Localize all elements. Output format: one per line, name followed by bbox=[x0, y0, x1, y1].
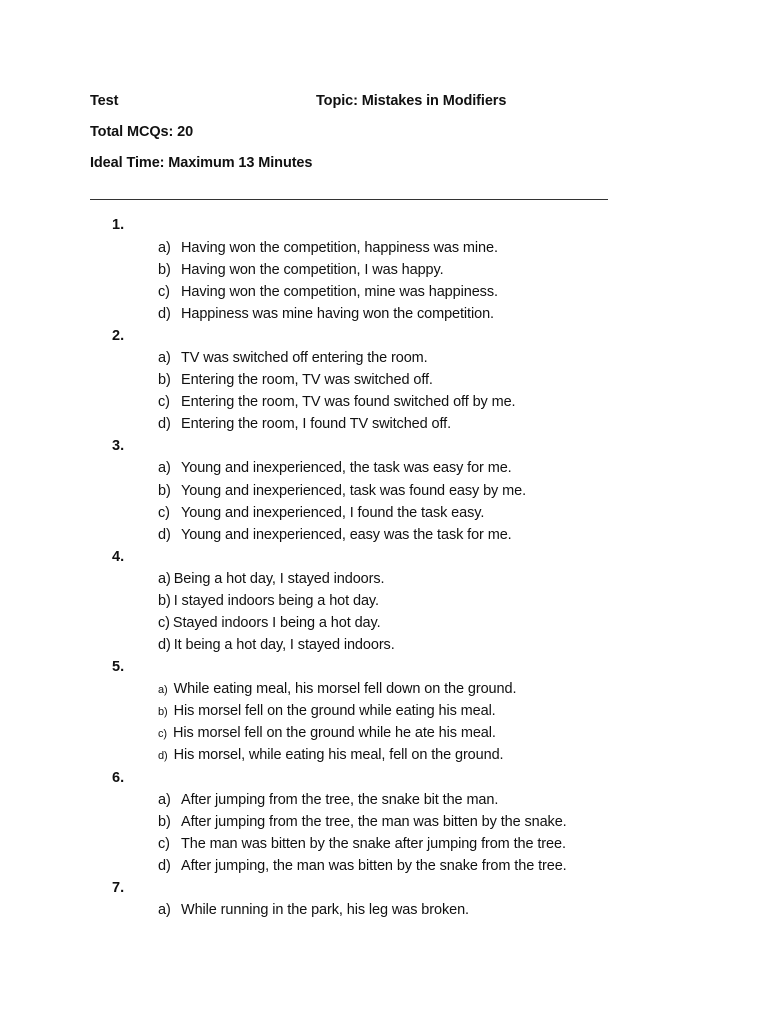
option-label: a) bbox=[158, 240, 171, 256]
option-text: Young and inexperienced, task was found easy by me. bbox=[181, 483, 527, 499]
option-item bbox=[158, 483, 526, 499]
option-label: b) bbox=[158, 372, 171, 388]
option-item bbox=[158, 836, 566, 852]
header-divider bbox=[90, 199, 608, 200]
option-text: Having won the competition, I was happy. bbox=[181, 262, 444, 278]
option-item bbox=[158, 416, 451, 432]
option-item bbox=[158, 284, 498, 300]
option-text: After jumping from the tree, the man was bitten by the snake. bbox=[181, 814, 567, 830]
question-number: 7. bbox=[112, 880, 125, 896]
option-label: d) bbox=[158, 750, 168, 762]
option-item bbox=[158, 747, 503, 763]
option-label: c) bbox=[158, 836, 170, 852]
option-label: b) bbox=[158, 706, 168, 718]
option-label: a) bbox=[158, 460, 171, 476]
option-item bbox=[158, 814, 567, 830]
option-text: After jumping, the man was bitten by the snake from the tree. bbox=[181, 858, 567, 874]
option-text: Having won the competition, mine was happiness. bbox=[181, 284, 498, 300]
option-label: a) bbox=[158, 571, 171, 587]
option-item bbox=[158, 792, 498, 808]
option-label: d) bbox=[158, 527, 171, 543]
option-text: While running in the park, his leg was broken. bbox=[181, 902, 469, 918]
option-item bbox=[158, 681, 516, 697]
option-text: After jumping from the tree, the snake bit the man. bbox=[181, 792, 499, 808]
option-text: Entering the room, TV was switched off. bbox=[181, 372, 433, 388]
option-label: a) bbox=[158, 792, 171, 808]
option-label: b) bbox=[158, 262, 171, 278]
option-text: It being a hot day, I stayed indoors. bbox=[173, 637, 395, 653]
option-item bbox=[158, 262, 444, 278]
option-text: Young and inexperienced, the task was easy for me. bbox=[181, 460, 512, 476]
option-label: c) bbox=[158, 728, 167, 740]
option-item bbox=[158, 240, 498, 256]
option-label: d) bbox=[158, 416, 171, 432]
question-number: 2. bbox=[112, 328, 125, 344]
option-item bbox=[158, 372, 433, 388]
option-text: TV was switched off entering the room. bbox=[181, 350, 428, 366]
option-label: a) bbox=[158, 902, 171, 918]
option-item bbox=[158, 306, 494, 322]
option-item bbox=[158, 637, 395, 653]
option-text: Young and inexperienced, easy was the task for me. bbox=[181, 527, 512, 543]
option-text: Entering the room, I found TV switched off. bbox=[181, 416, 452, 432]
option-label: c) bbox=[158, 394, 170, 410]
question-number: 3. bbox=[112, 438, 125, 454]
option-item bbox=[158, 460, 512, 476]
option-label: c) bbox=[158, 615, 170, 631]
option-text: I stayed indoors being a hot day. bbox=[173, 593, 379, 609]
option-item bbox=[158, 394, 515, 410]
option-label: b) bbox=[158, 593, 171, 609]
test-label: Test bbox=[90, 93, 119, 109]
option-text: Entering the room, TV was found switched off by me. bbox=[181, 394, 516, 410]
option-item bbox=[158, 902, 469, 918]
question-number: 1. bbox=[112, 217, 125, 233]
option-label: a) bbox=[158, 350, 171, 366]
option-item bbox=[158, 615, 381, 631]
option-text: Having won the competition, happiness was mine. bbox=[181, 240, 498, 256]
option-label: d) bbox=[158, 637, 171, 653]
option-text: While eating meal, his morsel fell down on the ground. bbox=[173, 681, 517, 697]
question-number: 6. bbox=[112, 770, 125, 786]
option-text: Happiness was mine having won the competition. bbox=[181, 306, 494, 322]
option-item bbox=[158, 858, 567, 874]
option-item bbox=[158, 593, 379, 609]
option-text: His morsel fell on the ground while eating his meal. bbox=[173, 703, 496, 719]
option-text: Young and inexperienced, I found the task easy. bbox=[181, 505, 485, 521]
question-number: 5. bbox=[112, 659, 125, 675]
option-text: Stayed indoors I being a hot day. bbox=[172, 615, 381, 631]
option-item bbox=[158, 703, 496, 719]
option-label: c) bbox=[158, 284, 170, 300]
option-item bbox=[158, 505, 484, 521]
option-text: His morsel, while eating his meal, fell on the ground. bbox=[173, 747, 504, 763]
option-item bbox=[158, 725, 496, 741]
option-item bbox=[158, 527, 512, 543]
option-text: The man was bitten by the snake after jumping from the tree. bbox=[181, 836, 566, 852]
option-text: His morsel fell on the ground while he ate his meal. bbox=[172, 725, 496, 741]
option-label: b) bbox=[158, 483, 171, 499]
option-item bbox=[158, 350, 428, 366]
option-text: Being a hot day, I stayed indoors. bbox=[173, 571, 385, 587]
option-label: d) bbox=[158, 858, 171, 874]
total-mcqs: Total MCQs: 20 bbox=[90, 124, 194, 140]
option-label: d) bbox=[158, 306, 171, 322]
question-number: 4. bbox=[112, 549, 125, 565]
ideal-time: Ideal Time: Maximum 13 Minutes bbox=[90, 155, 313, 171]
option-label: b) bbox=[158, 814, 171, 830]
option-item bbox=[158, 571, 384, 587]
topic-title: Topic: Mistakes in Modifiers bbox=[316, 93, 507, 109]
option-label: a) bbox=[158, 684, 168, 696]
option-label: c) bbox=[158, 505, 170, 521]
